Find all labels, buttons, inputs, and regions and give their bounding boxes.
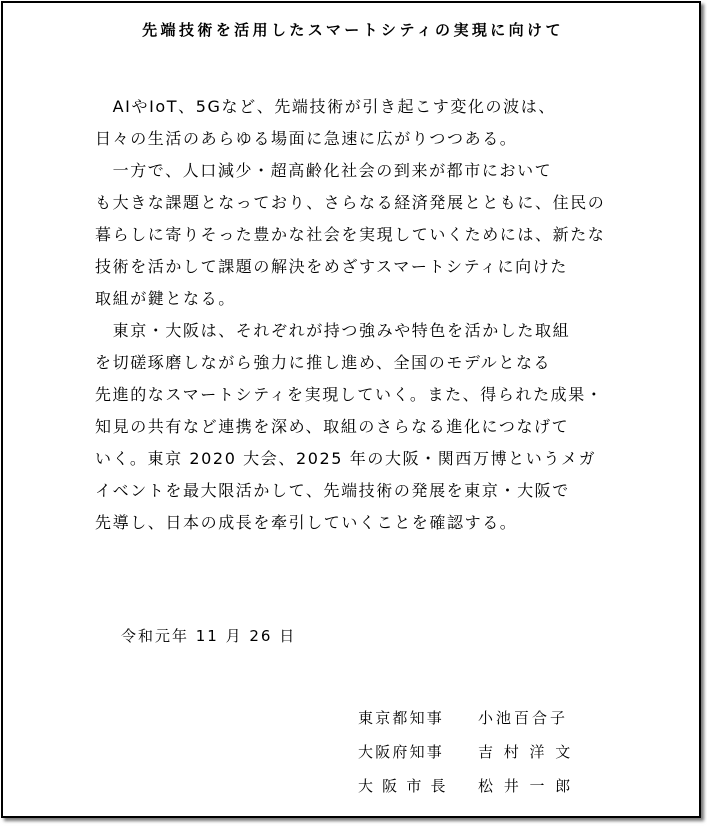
signature-row xyxy=(358,701,573,735)
text-line: 取組が鍵となる。 xyxy=(95,289,236,308)
text-line: 知見の共有など連携を深め、取組のさらなる進化につなげて xyxy=(95,417,570,436)
signatory-role: 大 阪 市 長 xyxy=(358,777,448,795)
text-line: AIやIoT、5Gなど、先端技術が引き起こす変化の波は、 xyxy=(95,97,556,116)
text-line: イベントを最大限活かして、先端技術の発展を東京・大阪で xyxy=(95,481,570,500)
document-title: 先端技術を活用したスマートシティの実現に向けて xyxy=(142,21,564,39)
text-line: 先導し、日本の成長を牽引していくことを確認する。 xyxy=(95,513,518,532)
document-body xyxy=(95,91,615,539)
text-line: 技術を活かして課題の解決をめざすスマートシティに向けた xyxy=(95,257,568,276)
paragraph-3 xyxy=(95,315,615,539)
text-line: 暮らしに寄りそった豊かな社会を実現していくためには、新たな xyxy=(95,225,606,244)
signature-row xyxy=(358,735,573,769)
text-line: を切磋琢磨しながら強力に推し進め、全国のモデルとなる xyxy=(95,353,552,372)
signature-row xyxy=(358,769,573,803)
signatory-role: 大阪府知事 xyxy=(358,743,445,761)
signatory-name: 小池百合子 xyxy=(478,709,569,727)
signatory-role: 東京都知事 xyxy=(358,709,445,727)
signatory-name: 松 井 一 郎 xyxy=(478,777,574,795)
signatory-name: 吉 村 洋 文 xyxy=(478,743,574,761)
paragraph-1 xyxy=(95,91,615,155)
document-date: 令和元年 11 月 26 日 xyxy=(121,627,297,645)
text-line: 日々の生活のあらゆる場面に急速に広がりつつある。 xyxy=(95,129,518,148)
text-line: 東京・大阪は、それぞれが持つ強みや特色を活かした取組 xyxy=(95,321,571,340)
paragraph-2 xyxy=(95,155,615,315)
signature-block xyxy=(358,701,573,803)
text-line: も大きな課題となっており、さらなる経済発展とともに、住民の xyxy=(95,193,606,212)
text-line: いく。東京 2020 大会、2025 年の大阪・関西万博というメガ xyxy=(95,449,597,468)
document-page xyxy=(1,1,701,818)
text-line: 先進的なスマートシティを実現していく。また、得られた成果・ xyxy=(95,385,604,404)
text-line: 一方で、人口減少・超高齢化社会の到来が都市において xyxy=(95,161,553,180)
